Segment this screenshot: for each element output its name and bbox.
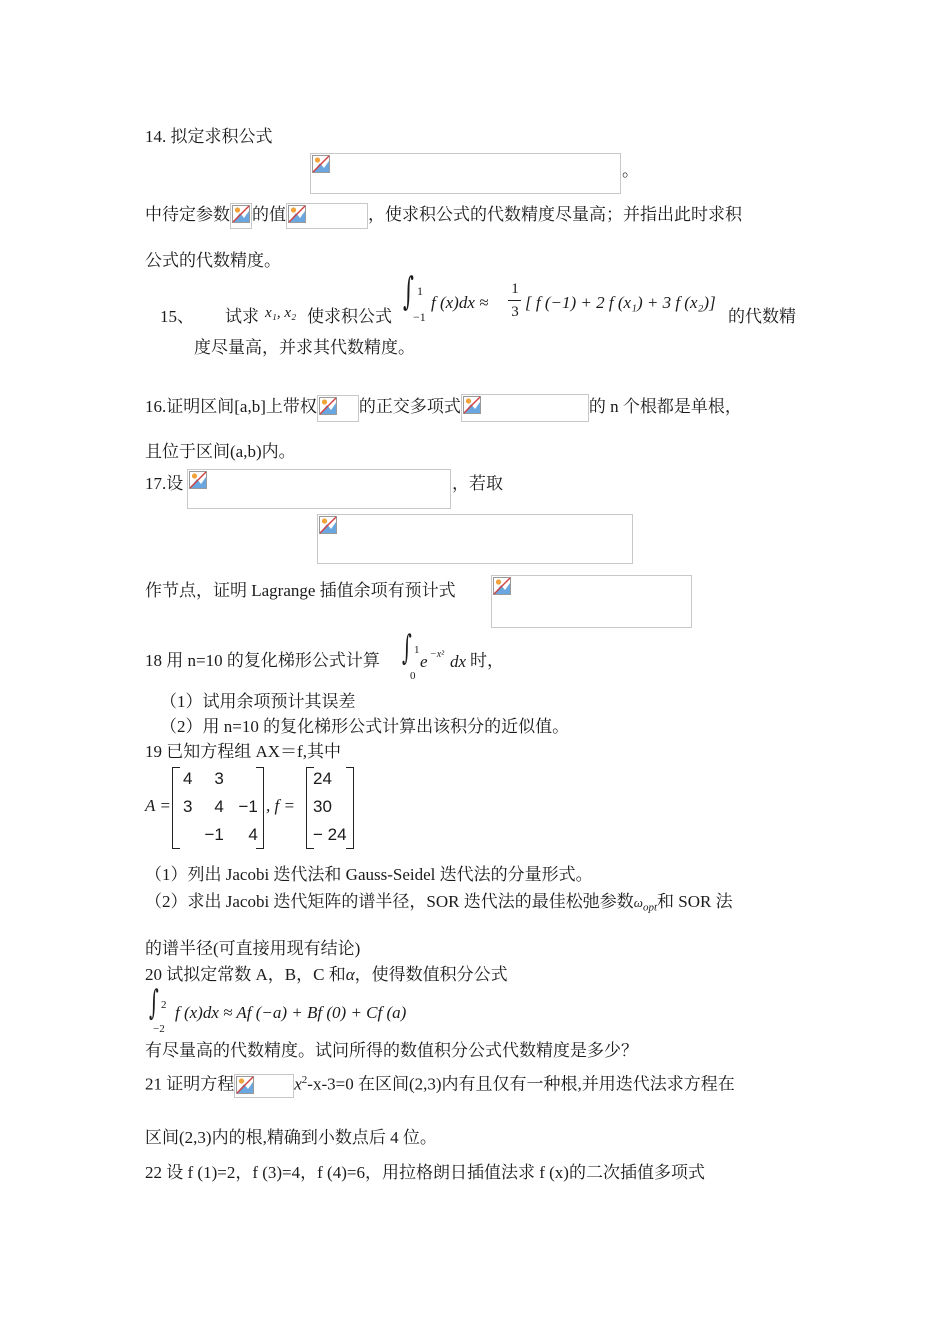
q16-line2: 且位于区间(a,b)内。 (145, 442, 296, 461)
q16-a: 16.证明区间[a,b]上带权 (145, 396, 317, 416)
q14-line2-c: ，使求积公式的代数精度尽量高；并指出此时求积 (368, 204, 742, 224)
q14-line2-b: 的值 (252, 204, 286, 224)
q20-formula (145, 983, 445, 1035)
q14-line3: 公式的代数精度。 (145, 251, 281, 270)
q18-item1: （1）试用余项预计其误差 (160, 692, 356, 711)
q14-period: 。 (622, 161, 639, 180)
q22-text: 22 设 f (1)=2，f (3)=4，f (4)=6，用拉格朗日插值法求 f (x)的二次插值多项式 (145, 1163, 705, 1182)
q15-num: 15、 (160, 307, 194, 326)
q15-c: 的代数精 (728, 307, 796, 326)
q14-line2 (145, 203, 742, 229)
q16-b: 的正交多项式 (358, 396, 461, 416)
q15-line2: 度尽量高，并求其代数精度。 (194, 338, 415, 357)
q19-matrix-A (177, 765, 264, 849)
broken-image-icon (493, 577, 511, 595)
q21-line2: 区间(2,3)内的根,精确到小数点后 4 位。 (145, 1128, 437, 1147)
q21-eq-rest: -x-3=0 在区间(2,3)内有且仅有一种根,并用迭代法求方程在 (307, 1074, 735, 1094)
q14-line1: 14. 拟定求积公式 (145, 127, 273, 146)
q15-a: 试求 (225, 307, 259, 326)
matrix-cell: 3 (214, 769, 224, 788)
matrix-cell (177, 821, 198, 849)
vector-cell: 24 (313, 769, 332, 788)
q15-vars: x₁, x₂ (265, 305, 297, 321)
broken-image-icon (189, 471, 207, 489)
q20-integral-lower: −2 (153, 1023, 165, 1035)
q14-line2-a: 中待定参数 (145, 204, 230, 224)
integral-sign: ∫ (403, 269, 414, 313)
q21-a: 21 证明方程 (145, 1074, 235, 1094)
q18-integral-upper: 1 (414, 644, 420, 656)
vector-cell: − 24 (313, 825, 347, 844)
matrix-cell: 3 (183, 797, 193, 816)
q18-item2: （2）用 n=10 的复化梯形公式计算出该积分的近似值。 (160, 717, 570, 736)
broken-image-icon (463, 396, 481, 414)
q14-param-image (230, 203, 252, 229)
broken-image-icon (236, 1076, 254, 1094)
broken-image-icon (319, 516, 337, 534)
q16-c: 的 n 个根都是单根， (588, 396, 742, 416)
matrix-cell: 4 (248, 825, 258, 844)
q18-exponent: −x² (430, 649, 445, 660)
q21-equation-image (234, 1074, 294, 1098)
q18-a: 18 用 n=10 的复化梯形公式计算 (145, 651, 380, 670)
omega-subscript: opt (642, 901, 657, 914)
q17-remainder-image (491, 575, 692, 628)
q17-b: ，若取 (452, 474, 503, 493)
q14-formula-image (310, 153, 621, 194)
q20-line1 (145, 964, 508, 986)
q15-b: 使求积公式 (307, 307, 392, 326)
q14-value-image (286, 203, 368, 229)
vector-cell: 30 (313, 797, 332, 816)
q19-a: 19 已知方程组 AX＝f,其中 (145, 742, 341, 761)
matrix-row (177, 821, 264, 849)
q15-formula-lhs: f (x)dx ≈ (431, 293, 489, 312)
q20-b: ，使得数值积分公式 (354, 965, 508, 984)
q17-a: 17.设 (145, 474, 184, 493)
q17-function-image (187, 469, 451, 509)
broken-image-icon (288, 205, 306, 223)
q19-item1: （1）列出 Jacobi 迭代法和 Gauss-Seidel 迭代法的分量形式。 (145, 865, 593, 884)
integral-sign: ∫ (149, 983, 159, 1023)
matrix-row (177, 765, 264, 793)
q21-line1 (145, 1069, 735, 1098)
matrix-cell: −1 (204, 825, 224, 844)
q20-a: 20 试拟定常数 A，B，C 和 (145, 965, 346, 984)
q21-eq-x: x (294, 1074, 302, 1094)
q18-b: 时， (470, 651, 504, 670)
q19-item2 (145, 891, 733, 919)
q19-omega (633, 895, 657, 914)
broken-image-icon (312, 155, 330, 173)
q18-dx: dx (450, 652, 467, 671)
matrix-cell: 4 (214, 797, 224, 816)
q21-eq-sup: 2 (301, 1074, 308, 1086)
q15-frac-num: 1 (511, 281, 519, 297)
q15-frac-den: 3 (511, 304, 519, 320)
q17-nodes-image (317, 514, 633, 564)
matrix-cell: −1 (238, 797, 258, 816)
q19-f-label: , f = (266, 796, 295, 815)
q15-integral-upper: 1 (417, 284, 423, 298)
q19-item2-end: 和 SOR 法 (657, 892, 733, 911)
q16-weight-image (317, 395, 359, 422)
matrix-right-bracket (256, 767, 264, 849)
q20-line3: 有尽量高的代数精度。试问所得的数值积分公式代数精度是多少？ (145, 1041, 638, 1060)
q20-alpha: α (345, 965, 355, 984)
vector-right-bracket (346, 767, 354, 849)
q17-line3: 作节点，证明 Lagrange 插值余项有预计式 (145, 581, 456, 600)
matrix-row (177, 793, 264, 821)
broken-image-icon (319, 397, 337, 415)
q15-formula-rhs: [ f (−1) + 2 f (x₁) + 3 f (x₂)] (525, 293, 716, 312)
matrix-cell: 4 (183, 769, 193, 788)
q20-formula-text: f (x)dx ≈ Af (−a) + Bf (0) + Cf (a) (175, 1003, 407, 1022)
q19-item2-text: （2）求出 Jacobi 迭代矩阵的谱半径，SOR 迭代法的最佳松弛参数 (145, 892, 634, 911)
q15-integral-lower: −1 (413, 310, 426, 324)
broken-image-icon (232, 205, 250, 223)
q16-poly-image (461, 394, 589, 422)
q19-line3: 的谱半径(可直接用现有结论) (145, 939, 361, 958)
q19-A-label: A = (145, 796, 171, 815)
omega-symbol: ω (633, 895, 643, 910)
q18-integral (402, 628, 474, 682)
q16-line1 (145, 394, 742, 422)
q18-integral-lower: 0 (410, 670, 416, 682)
integral-sign: ∫ (402, 628, 412, 668)
q20-integral-upper: 2 (161, 999, 167, 1011)
q18-integrand: e (420, 652, 428, 671)
